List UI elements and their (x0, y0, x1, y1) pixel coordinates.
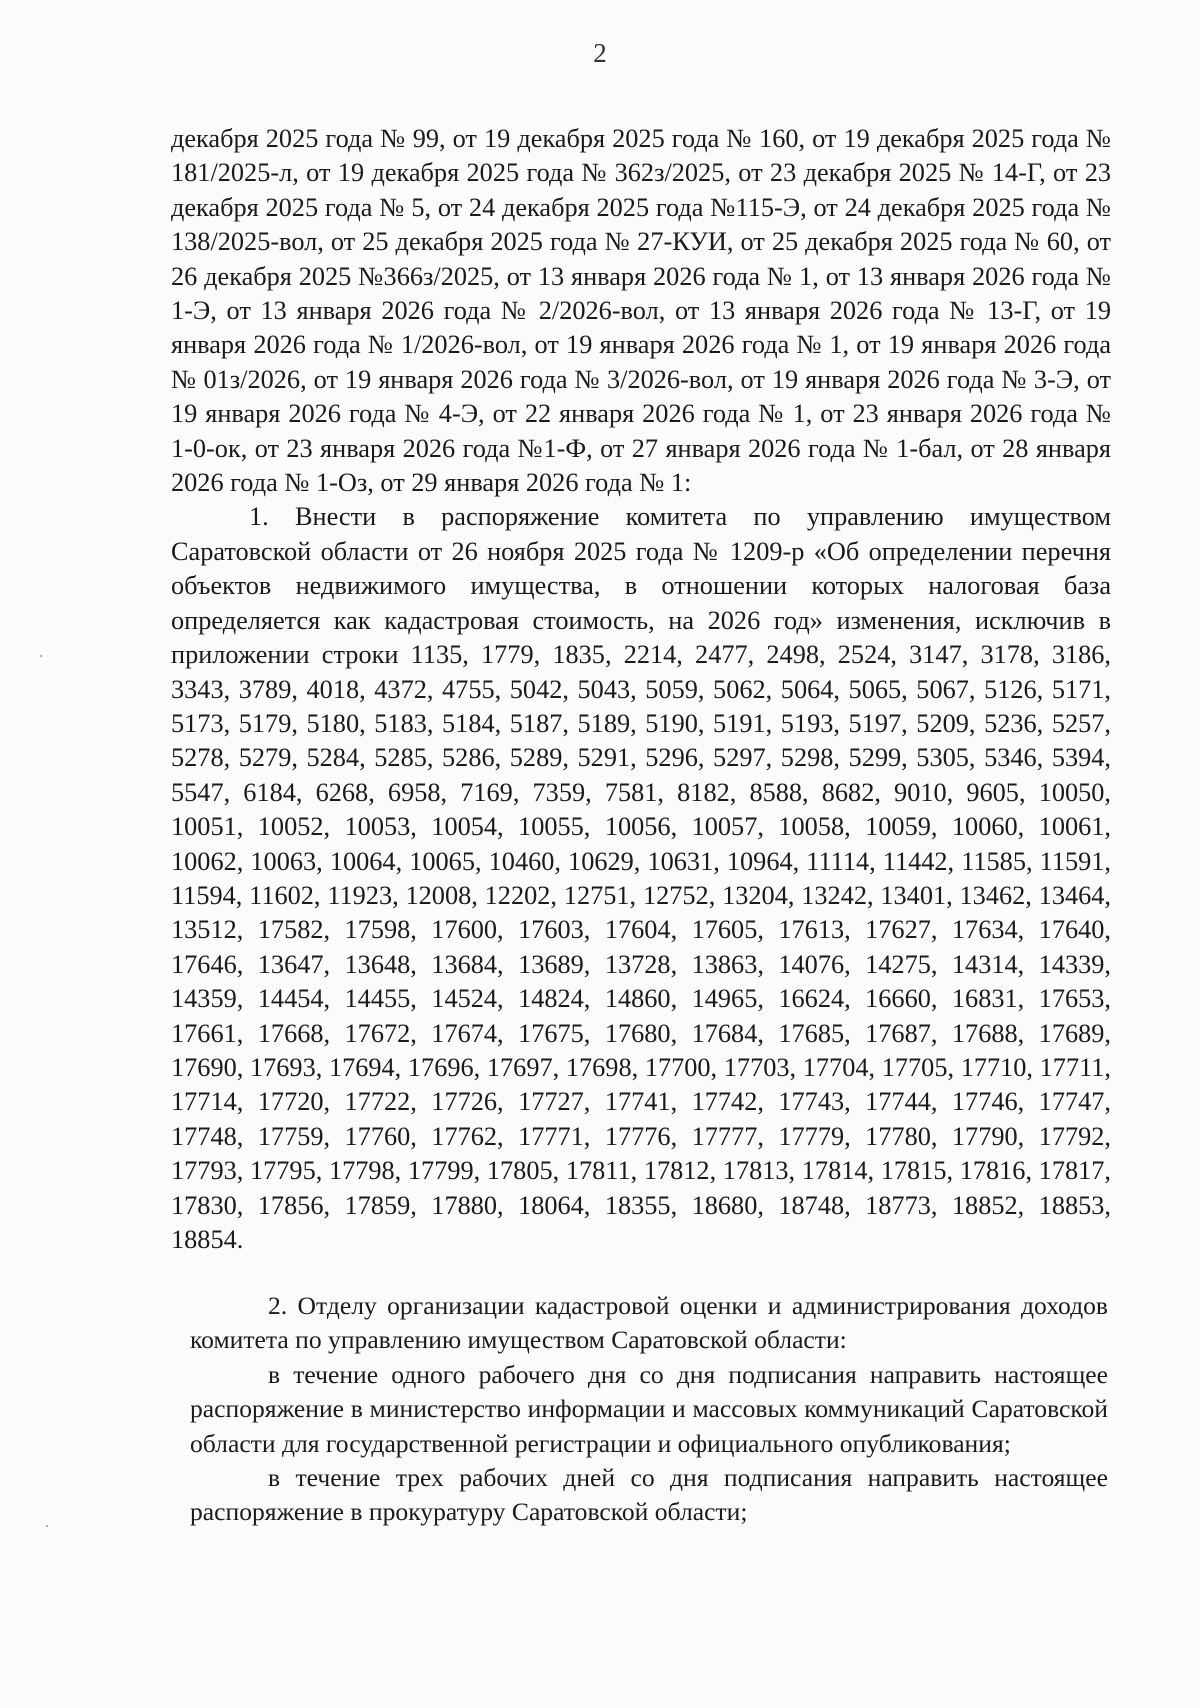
item-2-paragraph: 2. Отделу организации кадастровой оценки и администрирования доходов комитета по управлению имуществом Саратовской области: (190, 1291, 1108, 1355)
document-body-item-2 (190, 1289, 1108, 1530)
intro-paragraph: декабря 2025 года № 99, от 19 декабря 2025 года № 160, от 19 декабря 2025 года № 181/2025-л, от 19 декабря 2025 года № 362з/2025, от 23 декабря 2025 № 14-Г, от 23 декабря 2025 года № 5, от 24 декабря 2025 года №115-Э, от 24 декабря 2025 года № 138/2025-вол, от 25 декабря 2025 года № 27-КУИ, от 25 декабря 2025 года № 60, от 26 декабря 2025 №366з/2025, от 13 января 2026 года № 1, от 13 января 2026 года № 1-Э, от 13 января 2026 года № 2/2026-вол, от 13 января 2026 года № 13-Г, от 19 января 2026 года № 1/2026-вол, от 19 января 2026 года № 1, от 19 января 2026 года № 01з/2026, от 19 января 2026 года № 3/2026-вол, от 19 января 2026 года № 3-Э, от 19 января 2026 года № 4-Э, от 22 января 2026 года № 1, от 23 января 2026 года № 1-0-ок, от 23 января 2026 года №1-Ф, от 27 января 2026 года № 1-бал, от 28 января 2026 года № 1-Оз, от 29 января 2026 года № 1: (171, 124, 1111, 498)
document-body-main (171, 122, 1111, 1257)
scan-speck (40, 655, 42, 657)
item-2-subparagraph-b: в течение трех рабочих дней со дня подписания направить настоящее распоряжение в прокуратуру Саратовской области; (190, 1463, 1108, 1527)
item-1-paragraph: 1. Внести в распоряжение комитета по управлению имуществом Саратовской области от 26 ноября 2025 года № 1209-р «Об определении перечня объектов недвижимого имущества, в отношении которых налоговая база определяется как кадастровая стоимость, на 2026 год» изменения, исключив в приложении строки 1135, 1779, 1835, 2214, 2477, 2498, 2524, 3147, 3178, 3186, 3343, 3789, 4018, 4372, 4755, 5042, 5043, 5059, 5062, 5064, 5065, 5067, 5126, 5171, 5173, 5179, 5180, 5183, 5184, 5187, 5189, 5190, 5191, 5193, 5197, 5209, 5236, 5257, 5278, 5279, 5284, 5285, 5286, 5289, 5291, 5296, 5297, 5298, 5299, 5305, 5346, 5394, 5547, 6184, 6268, 6958, 7169, 7359, 7581, 8182, 8588, 8682, 9010, 9605, 10050, 10051, 10052, 10053, 10054, 10055, 10056, 10057, 10058, 10059, 10060, 10061, 10062, 10063, 10064, 10065, 10460, 10629, 10631, 10964, 11114, 11442, 11585, 11591, 11594, 11602, 11923, 12008, 12202, 12751, 12752, 13204, 13242, 13401, 13462, 13464, 13512, 17582, 17598, 17600, 17603, 17604, 17605, 17613, 17627, 17634, 17640, 17646, 13647, 13648, 13684, 13689, 13728, 13863, 14076, 14275, 14314, 14339, 14359, 14454, 14455, 14524, 14824, 14860, 14965, 16624, 16660, 16831, 17653, 17661, 17668, 17672, 17674, 17675, 17680, 17684, 17685, 17687, 17688, 17689, 17690, 17693, 17694, 17696, 17697, 17698, 17700, 17703, 17704, 17705, 17710, 17711, 17714, 17720, 17722, 17726, 17727, 17741, 17742, 17743, 17744, 17746, 17747, 17748, 17759, 17760, 17762, 17771, 17776, 17777, 17779, 17780, 17790, 17792, 17793, 17795, 17798, 17799, 17805, 17811, 17812, 17813, 17814, 17815, 17816, 17817, 17830, 17856, 17859, 17880, 18064, 18355, 18680, 18748, 18773, 18852, 18853, 18854. (171, 502, 1111, 1254)
item-2-subparagraph-a: в течение одного рабочего дня со дня подписания направить настоящее распоряжение в министерство информации и массовых коммуникаций Саратовской области для государственной регистрации и официального опубликования; (190, 1359, 1108, 1458)
scan-speck (46, 1525, 48, 1527)
page-number: 2 (593, 38, 607, 68)
